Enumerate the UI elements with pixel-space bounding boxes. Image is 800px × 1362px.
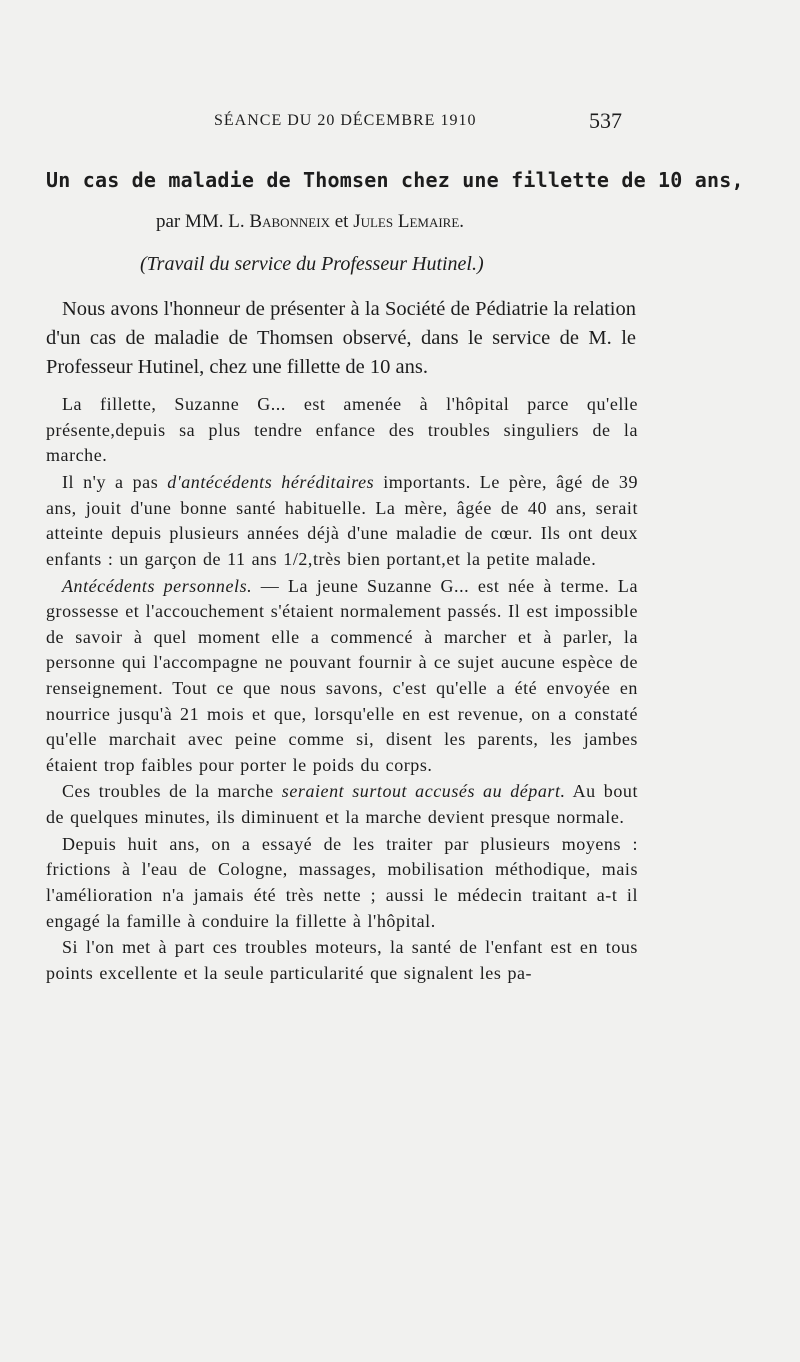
running-title: SÉANCE DU 20 DÉCEMBRE 1910 (214, 112, 477, 129)
byline-joiner: et (329, 211, 354, 232)
running-head (0, 108, 800, 138)
page-number: 537 (589, 108, 622, 133)
article-subtitle: (Travail du service du Professeur Hutinel.) (140, 253, 484, 275)
paragraph-text: Ces troubles de la marche (62, 781, 282, 802)
paragraph-text: Au bout de quelques minutes, ils diminuent et la marche devient presque normale. (46, 781, 638, 828)
italic-phrase: seraient surtout accusés au départ. (281, 781, 566, 802)
intro-paragraph: Nous avons l'honneur de présenter à la Société de Pédiatrie la relation d'un cas de maladie de Thomsen observé, dans le service de M. le Professeur Hutinel, chez une fillette de 10 ans. (46, 298, 636, 378)
byline-suffix: . (459, 211, 465, 232)
paragraph-text: importants. Le père, âgé de 39 ans, jouit d'une bonne santé habituelle. La mère, âgée de 40 ans, serait atteinte depuis plusieurs années déjà d'une maladie de cœur. Ils ont deux enfants : un garçon de 11 ans 1/2,très bien portant,et la petite malade. (46, 471, 639, 569)
paragraph: Si l'on met à part ces troubles moteurs, la santé de l'enfant est en tous points excellente et la seule particularité que signalent les pa- (46, 937, 638, 983)
author-name: Jules Lemaire (353, 211, 460, 232)
paragraph-text: — La jeune Suzanne G... est née à terme. La grossesse et l'accouchement s'étaient normalement passés. Il est impossible de savoir à quel moment elle a commencé à marcher et à parler, la personne qui l'accompagne ne pouvant fournir à ce sujet aucune espèce de renseignement. Tout ce que nous savons, c'est qu'elle a été envoyée en nourrice jusqu'à 21 mois et que, lorsqu'elle en est revenue, on a constaté qu'elle marchait avec peine comme si, disent les parents, les jambes étaient trop faibles pour porter le poids du corps. (46, 575, 638, 775)
paragraph: La fillette, Suzanne G... est amenée à l'hôpital parce qu'elle présente,depuis sa plus tendre enfance des troubles singuliers de la marche. (46, 394, 638, 466)
paragraph (46, 574, 638, 779)
author-name: Babonneix (249, 211, 330, 232)
italic-phrase: d'antécédents héréditaires (167, 471, 375, 492)
paragraph (46, 779, 638, 830)
byline-prefix: par MM. L. (156, 211, 250, 232)
article-title: Un cas de maladie de Thomsen chez une fillette de 10 ans, (46, 168, 744, 192)
byline-text (156, 211, 464, 233)
paragraph-text: Il n'y a pas (62, 471, 168, 492)
article-body (46, 392, 638, 988)
italic-phrase: Antécédents personnels. (62, 575, 253, 596)
paragraph (46, 470, 638, 572)
paragraph: Depuis huit ans, on a essayé de les traiter par plusieurs moyens : frictions à l'eau de Cologne, massages, mobilisation méthodique, mais l'amélioration n'a jamais été très nette ; aussi le médecin traitant a-t il engagé la famille à conduire la fillette à l'hôpital. (46, 833, 638, 931)
